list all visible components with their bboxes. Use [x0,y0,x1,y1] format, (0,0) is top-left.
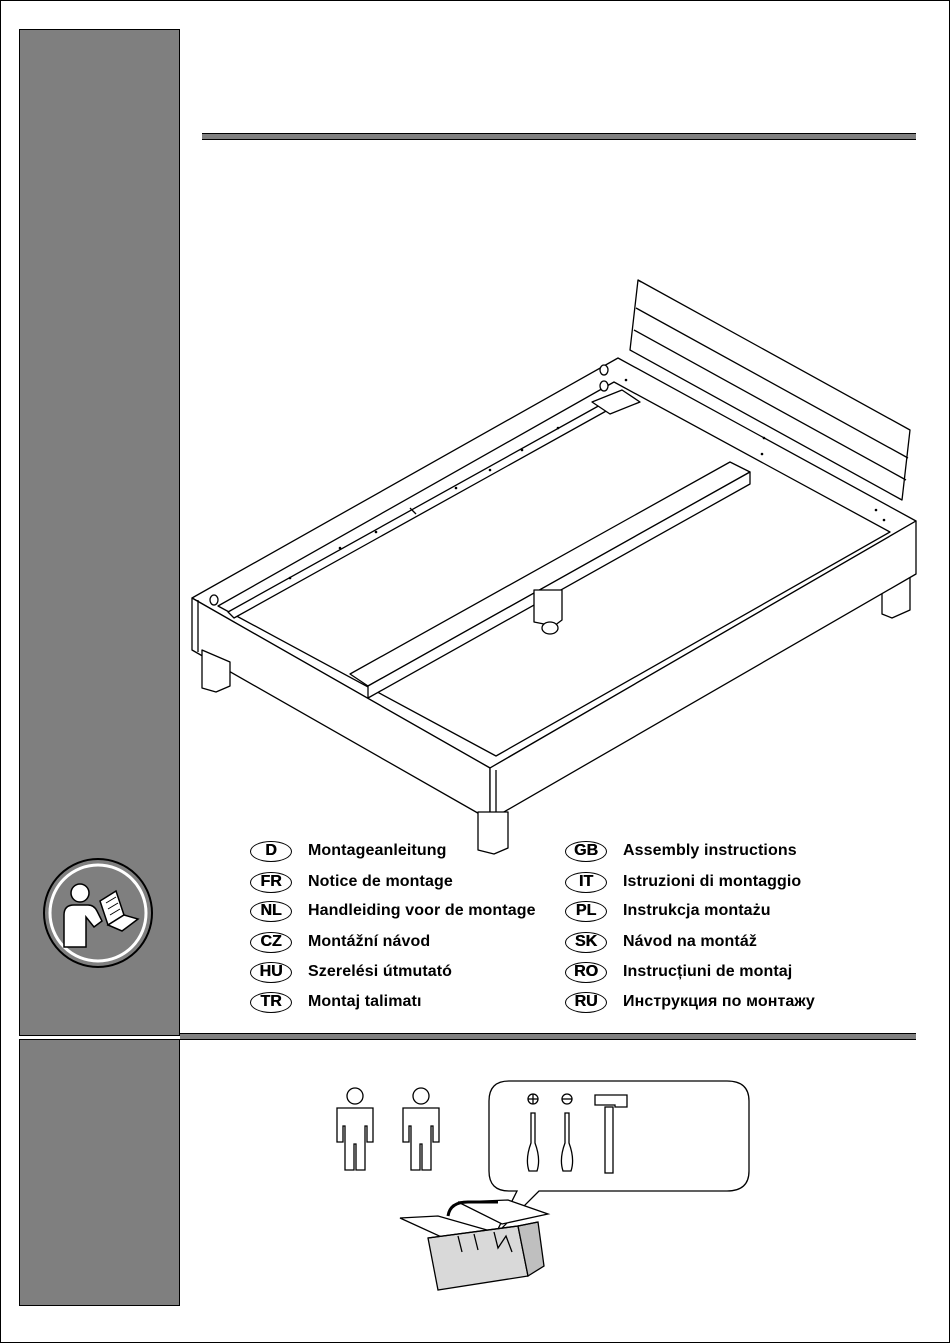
language-row-tr [250,990,422,1014]
language-code-badge: GB [565,841,607,862]
language-code-badge: IT [565,872,607,893]
read-manual-icon [42,857,154,969]
language-title: Handleiding voor de montage [308,902,536,919]
language-title: Návod na montáž [623,933,757,950]
language-title: Инструкция по монтажу [623,993,815,1010]
language-title: Notice de montage [308,873,453,890]
language-title: Instrucțiuni de montaj [623,963,793,980]
language-title: Montaj talimatı [308,993,422,1010]
language-code-badge: RU [565,992,607,1013]
language-row-d [250,839,446,863]
language-title: Montageanleitung [308,842,447,859]
language-row-cz [250,930,430,954]
language-code-badge: PL [565,901,607,922]
language-row-nl [250,899,536,923]
language-code-badge: CZ [250,932,292,953]
language-code-badge: TR [250,992,292,1013]
two-persons-icon [333,1086,443,1176]
language-code-badge: SK [565,932,607,953]
language-title: Szerelési útmutató [308,963,453,980]
language-code-badge: HU [250,962,292,983]
language-row-ro [565,960,792,984]
language-row-fr [250,870,453,894]
language-row-hu [250,960,452,984]
language-title: Istruzioni di montaggio [623,873,802,890]
section-rule [180,1033,916,1040]
language-title: Instrukcja montażu [623,902,771,919]
language-row-gb [565,839,797,863]
language-code-badge: RO [565,962,607,983]
header-rule [202,133,916,140]
language-row-sk [565,930,757,954]
language-code-badge: NL [250,901,292,922]
toolbox-icon [398,1196,558,1296]
language-code-badge: D [250,841,292,862]
language-row-it [565,870,801,894]
language-row-ru [565,990,815,1014]
left-sidebar-bottom [19,1039,180,1306]
bed-illustration [190,278,920,853]
language-title: Assembly instructions [623,842,797,859]
language-title: Montážní návod [308,933,431,950]
person-icon [403,1088,439,1170]
language-code-badge: FR [250,872,292,893]
person-icon [337,1088,373,1170]
language-row-pl [565,899,771,923]
